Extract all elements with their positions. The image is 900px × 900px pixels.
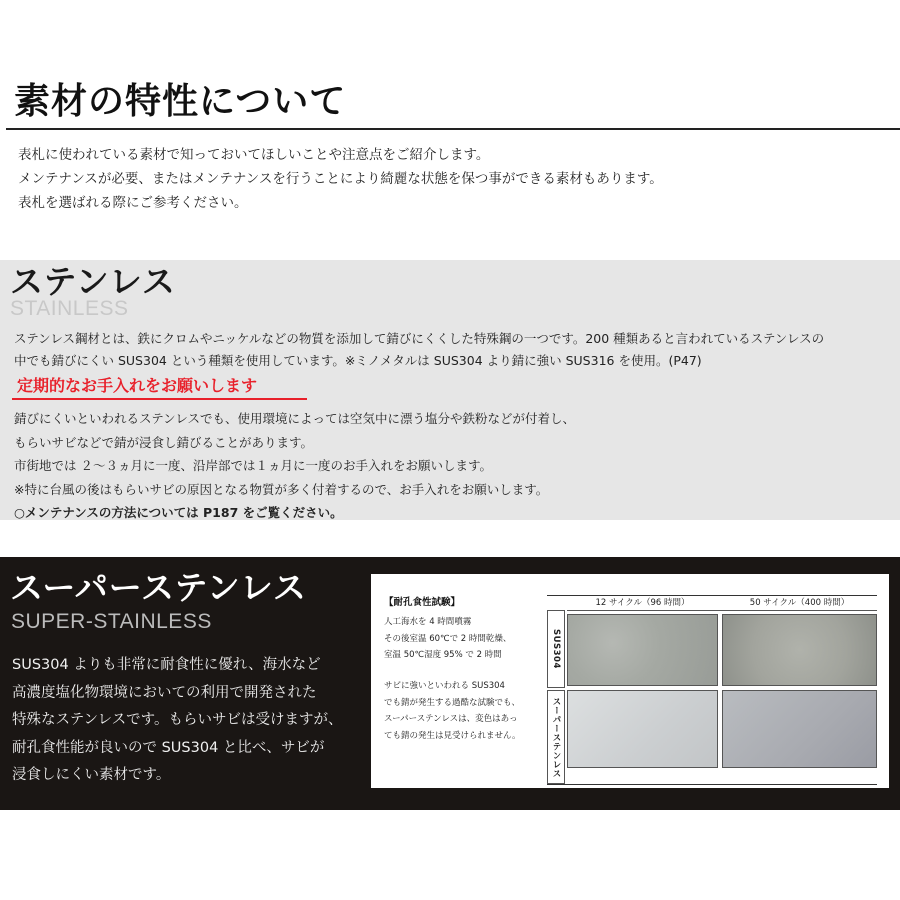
test-note: [384, 678, 521, 744]
title-divider: [6, 128, 900, 130]
description-line: 耐孔食性能が良いので SUS304 と比べ、サビが: [12, 739, 325, 756]
intro-line: メンテナンスが必要、またはメンテナンスを行うことにより綺麗な状態を保つ事ができる素材もあります。: [18, 171, 663, 187]
super-stainless-section: [0, 557, 900, 810]
description-line: ステンレス鋼材とは、鉄にクロムやニッケルなどの物質を添加して錆びにくくした特殊鋼の一つです。200 種類あると言われているステンレスの: [14, 331, 825, 346]
description-line: SUS304 よりも非常に耐食性に優れ、海水など: [12, 657, 321, 673]
care-line: ※特に台風の後はもらいサビの原因となる物質が多く付着するので、お手入れをお願いします。: [14, 481, 549, 497]
column-header-12-cycles: 12 サイクル（96 時間）: [595, 598, 690, 608]
intro-text: [18, 143, 663, 215]
condition-line: 室温 50℃湿度 95% で 2 時間: [384, 650, 502, 660]
description-line: 中でも錆びにくい SUS304 という種類を使用しています。※ミノメタルは SUS304 より錆に強い SUS316 を使用。(P47): [14, 353, 702, 368]
test-heading: 【耐孔食性試験】: [384, 597, 461, 608]
corrosion-test-panel: [371, 574, 889, 788]
condition-line: 人工海水を 4 時間噴霧: [384, 617, 472, 627]
description-line: 浸食しにくい素材です。: [12, 767, 171, 783]
stainless-section: [0, 260, 900, 520]
description-line: 高濃度塩化物環境においての利用で開発された: [12, 684, 317, 701]
note-line: でも錆が発生する過酷な試験でも、: [384, 697, 521, 708]
stainless-description: [14, 328, 824, 372]
intro-line: 表札を選ばれる際にご参考ください。: [18, 195, 248, 211]
maintenance-notice: 定期的なお手入れをお願いします: [17, 376, 258, 395]
notice-underline: [12, 398, 307, 400]
super-stainless-subtitle: SUPER-STAINLESS: [11, 610, 212, 633]
sample-photo-super-50-cycles: [722, 690, 877, 768]
condition-line: その後室温 60℃で 2 時間乾燥、: [384, 633, 512, 644]
column-header-50-cycles: 50 サイクル（400 時間）: [749, 598, 850, 608]
row-label-text: SUS304: [551, 629, 561, 669]
stainless-care-text: [14, 407, 575, 525]
super-stainless-description: [12, 652, 343, 790]
intro-line: 表札に使われている素材で知っておいてほしいことや注意点をご紹介します。: [18, 147, 490, 163]
note-line: サビに強いといわれる SUS304: [384, 681, 505, 691]
care-line: 市街地では ２～３ヵ月に一度、沿岸部では１ヵ月に一度のお手入れをお願いします。: [14, 458, 492, 473]
sample-photo-sus304-12-cycles: [567, 614, 718, 686]
note-line: スーパーステンレスは、変色はあっ: [384, 714, 518, 724]
sample-photo-sus304-50-cycles: [722, 614, 877, 686]
test-conditions: [384, 614, 511, 664]
super-stainless-title: スーパーステンレス: [10, 568, 307, 607]
row-label-text: スーパーステンレス: [551, 696, 561, 778]
grid-bottom-rule: [547, 784, 877, 785]
maintenance-page-reference: ○メンテナンスの方法については P187 をご覧ください。: [14, 505, 343, 520]
page-title: 素材の特性について: [14, 81, 347, 122]
description-line: 特殊なステンレスです。もらいサビは受けますが、: [12, 712, 343, 728]
stainless-subtitle: STAINLESS: [10, 297, 129, 320]
stainless-title: ステンレス: [10, 262, 176, 301]
note-line: ても錆の発生は見受けられません。: [384, 730, 521, 741]
care-line: もらいサビなどで錆が浸食し錆びることがあります。: [14, 434, 314, 450]
header-rule: [567, 610, 877, 611]
row-label-sus304: [547, 610, 565, 688]
sample-photo-super-12-cycles: [567, 690, 718, 768]
row-label-super-stainless: [547, 690, 565, 784]
care-line: 錆びにくいといわれるステンレスでも、使用環境によっては空気中に漂う塩分や鉄粉などが付着し、: [14, 411, 575, 426]
